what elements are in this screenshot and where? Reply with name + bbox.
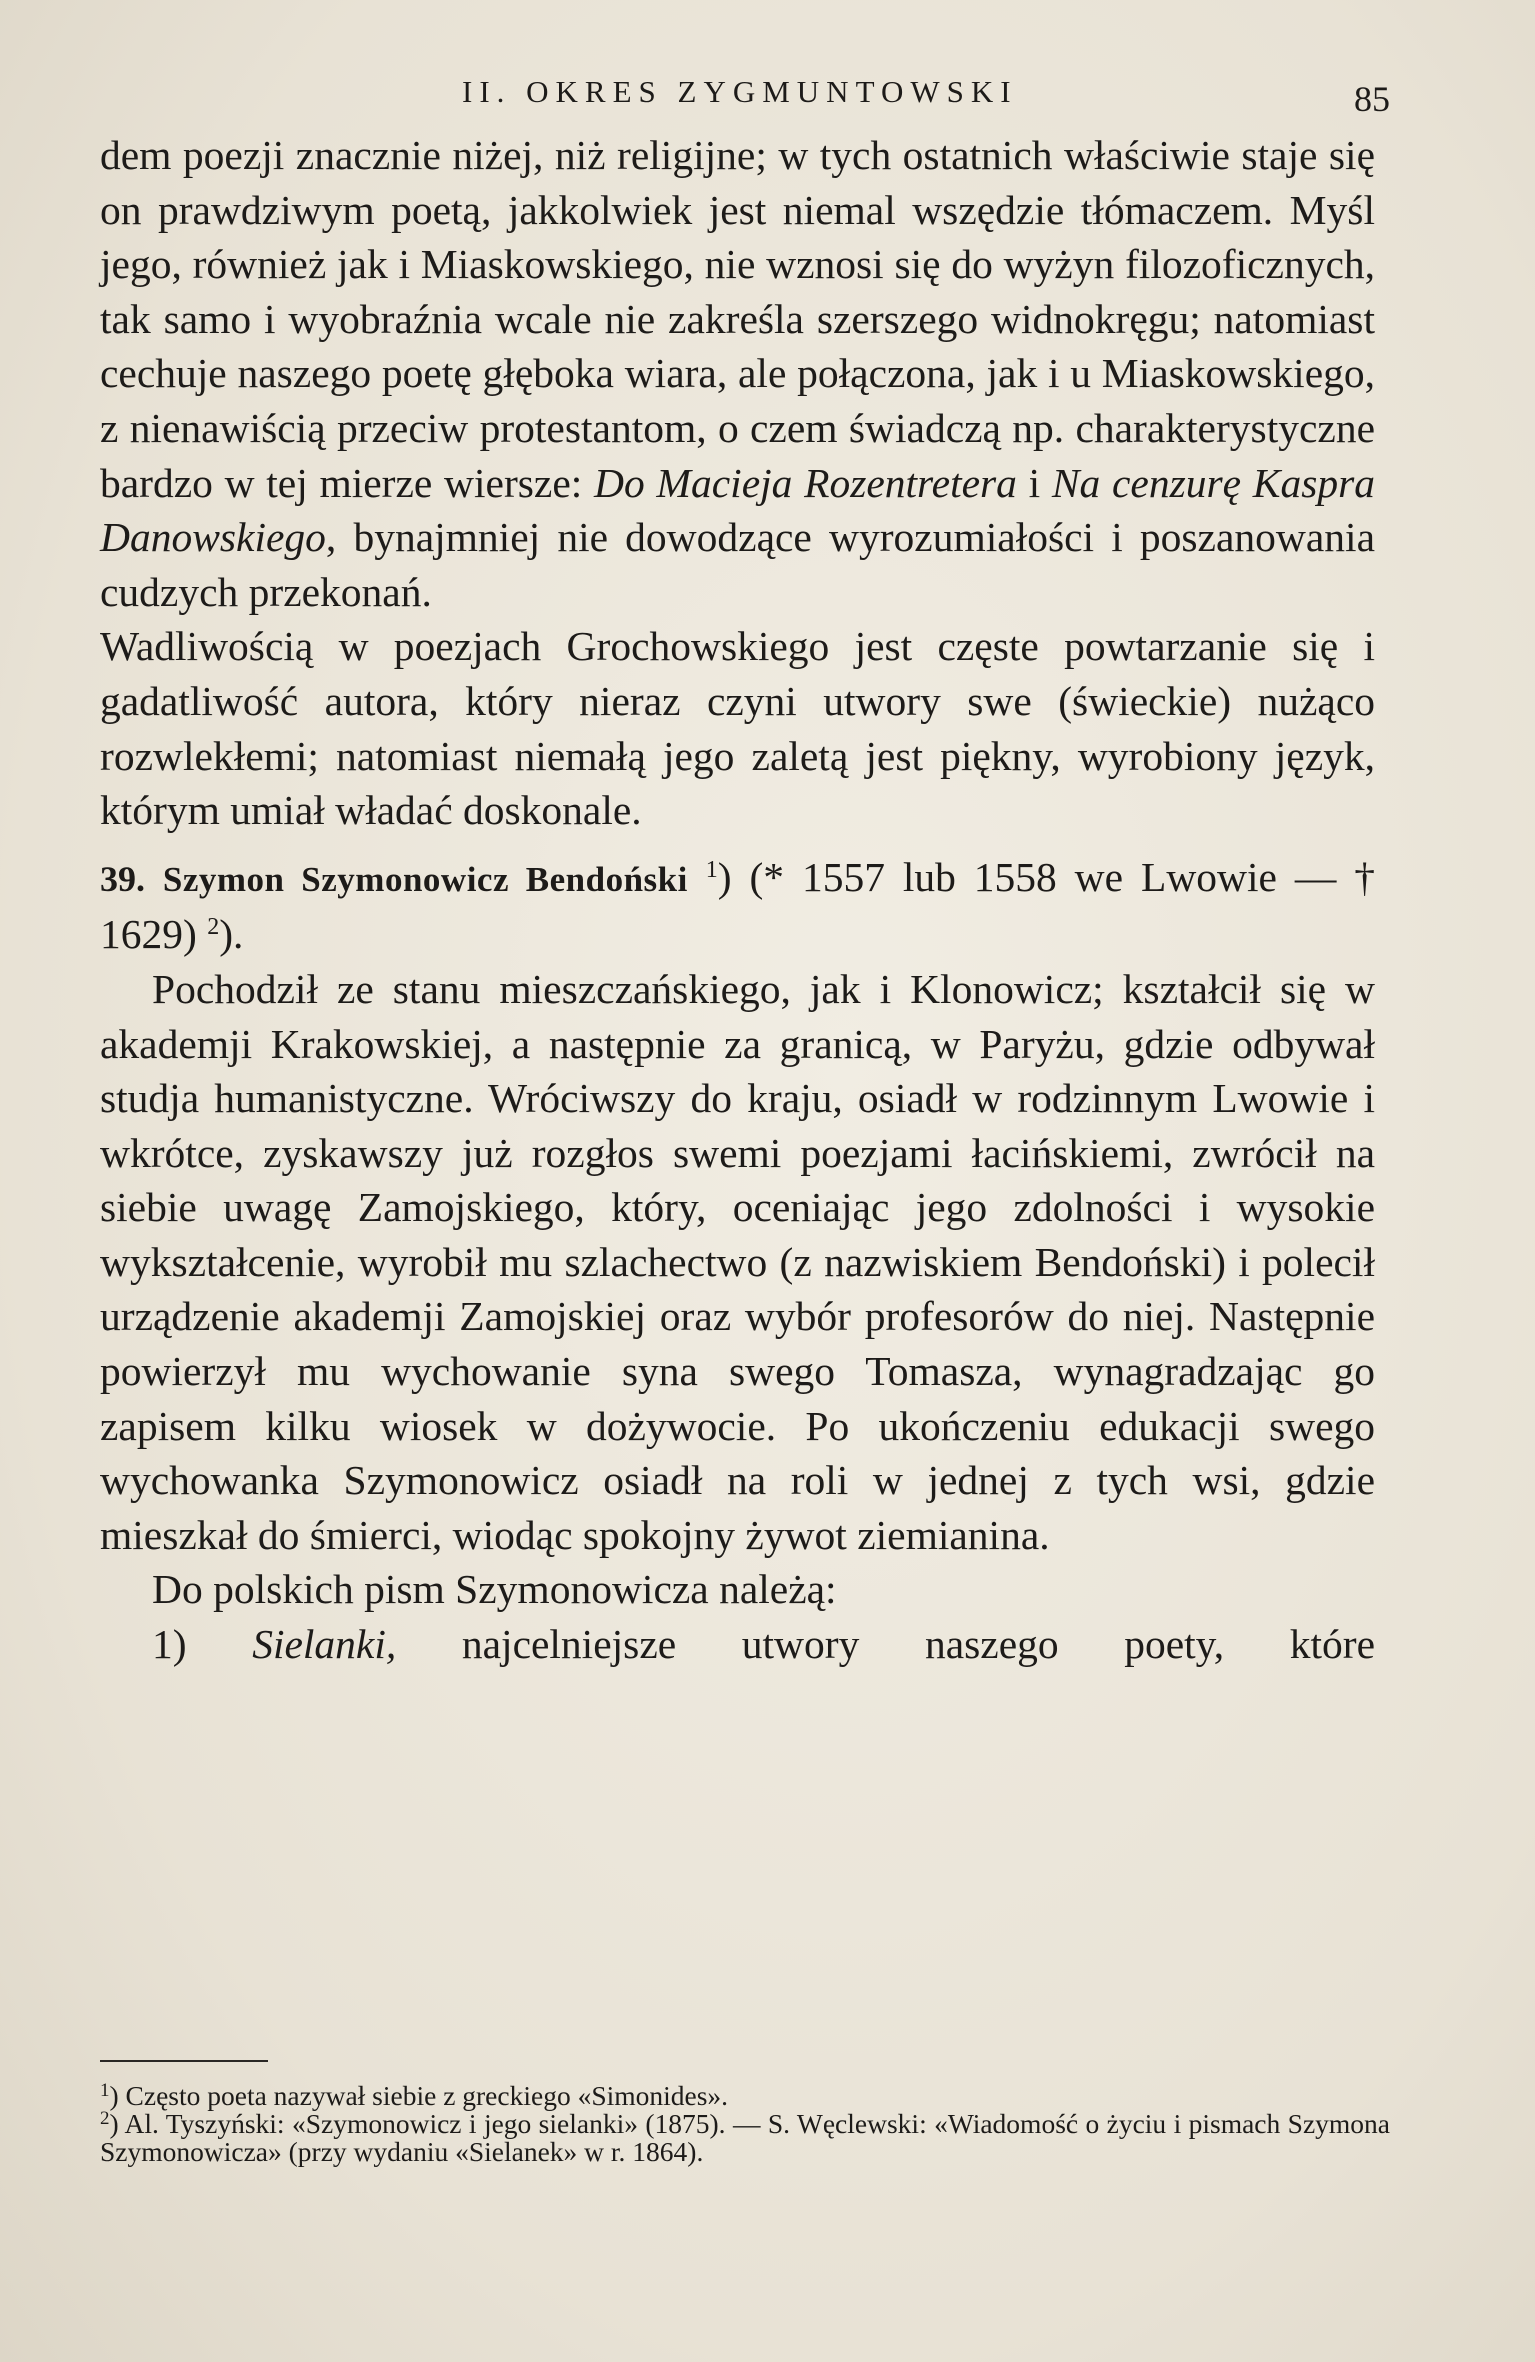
- paragraph: Do polskich pism Szymonowicza należą:: [152, 1566, 837, 1613]
- footnote: [100, 2110, 1390, 2166]
- footnote-mark: 2: [100, 2108, 110, 2129]
- page-header: [100, 66, 1390, 119]
- paragraph-text: i: [1016, 459, 1052, 506]
- paragraph: [100, 1617, 1375, 1672]
- footnote-text: ) Al. Tyszyński: «Szymonowicz i jego sielanki» (1875). — S. Węclewski: «Wiadomość o życiu i pismach Szymona Szymonowicza» (przy wydaniu «Sielanek» w r. 1864).: [100, 2108, 1390, 2167]
- running-head: II. OKRES ZYGMUNTOWSKI: [462, 74, 1018, 109]
- footnote-rule: [100, 2060, 268, 2062]
- paragraph-text: najcelniejsze utwory naszego poety, które: [396, 1621, 1375, 1668]
- list-number: 1): [152, 1621, 253, 1668]
- footnotes: [100, 2082, 1390, 2166]
- paragraph-text: , bynajmniej nie dowodzące wyrozumiałości i poszanowania cudzych przekonań.: [100, 514, 1375, 615]
- work-title: Do Macieja Rozentretera: [594, 459, 1017, 506]
- footnote-ref: 1: [705, 856, 718, 883]
- section-number: 39.: [100, 858, 145, 899]
- body-text: [100, 128, 1375, 1672]
- paragraph: [100, 128, 1375, 619]
- paragraph-text: dem poezji znacznie niżej, niż religijne; w tych ostatnich właściwie staje się on prawdziwym poetą, jakkolwiek jest niemal wszędzie tłómaczem. Myśl jego, również jak i Miaskowskiego, nie wznosi się do wyżyn filozoficznych, tak samo i wyobraźnia wcale nie zakreśla szerszego widnokręgu; natomiast cechuje naszego poetę głęboka wiara, ale połączona, jak i u Miaskowskiego, z nienawiścią przeciw protestantom, o czem świadczą np. charakterystyczne bardzo w tej mierze wiersze:: [100, 132, 1375, 506]
- paragraph: Pochodził ze stanu mieszczańskiego, jak i Klonowicz; kształcił się w akademji Krakowskiej, a następnie za granicą, w Paryżu, gdzie odbywał studja humanistyczne. Wróciwszy do kraju, osiadł w rodzinnym Lwowie i wkrótce, zyskawszy już rozgłos swemi poezjami łacińskiemi, zwrócił na siebie uwagę Zamojskiego, który, oceniając jego zdolności i wysokie wykształcenie, wyrobił mu szlachectwo (z nazwiskiem Bendoński) i polecił urządzenie akademji Zamojskiej oraz wybór profesorów do niej. Następnie powierzył mu wychowanie syna swego Tomasza, wynagradzając go zapisem kilku wiosek w dożywocie. Po ukończeniu edukacji swego wychowanka Szymonowicz osiadł na roli w jednej z tych wsi, gdzie mieszkał do śmierci, wiodąc spokojny żywot ziemianina.: [100, 965, 1375, 1558]
- footnote-text: ) Często poeta nazywał siebie z greckiego «Simonides».: [109, 2080, 729, 2111]
- section-title: Szymon Szymonowicz Bendoński: [162, 859, 688, 899]
- section-heading: 39. Szymon Szymonowicz Bendoński $^1$) (* 1557 lub 1558 we Lwowie — † 1629) $^2$).: [100, 853, 1376, 958]
- section-end: ).: [219, 911, 244, 958]
- paragraph: Wadliwością w poezjach Grochowskiego jest częste powtarzanie się i gadatliwość autora, który nieraz czyni utwory swe (świeckie) nużąco rozwlekłemi; natomiast niemałą jego zaletą jest piękny, wyrobiony język, którym umiał władać doskonale.: [100, 623, 1375, 834]
- page-number: 85: [1354, 79, 1390, 119]
- footnote: [100, 2082, 1390, 2110]
- section-dates: (* 1557 lub 1558 we Lwowie — † 1629): [100, 853, 1376, 958]
- work-title: Na cenzurę Kaspra Danowskiego: [100, 459, 1375, 561]
- footnote-mark: 1: [100, 2080, 110, 2101]
- footnote-ref: 2: [207, 914, 220, 941]
- work-title: Sielanki,: [252, 1621, 397, 1668]
